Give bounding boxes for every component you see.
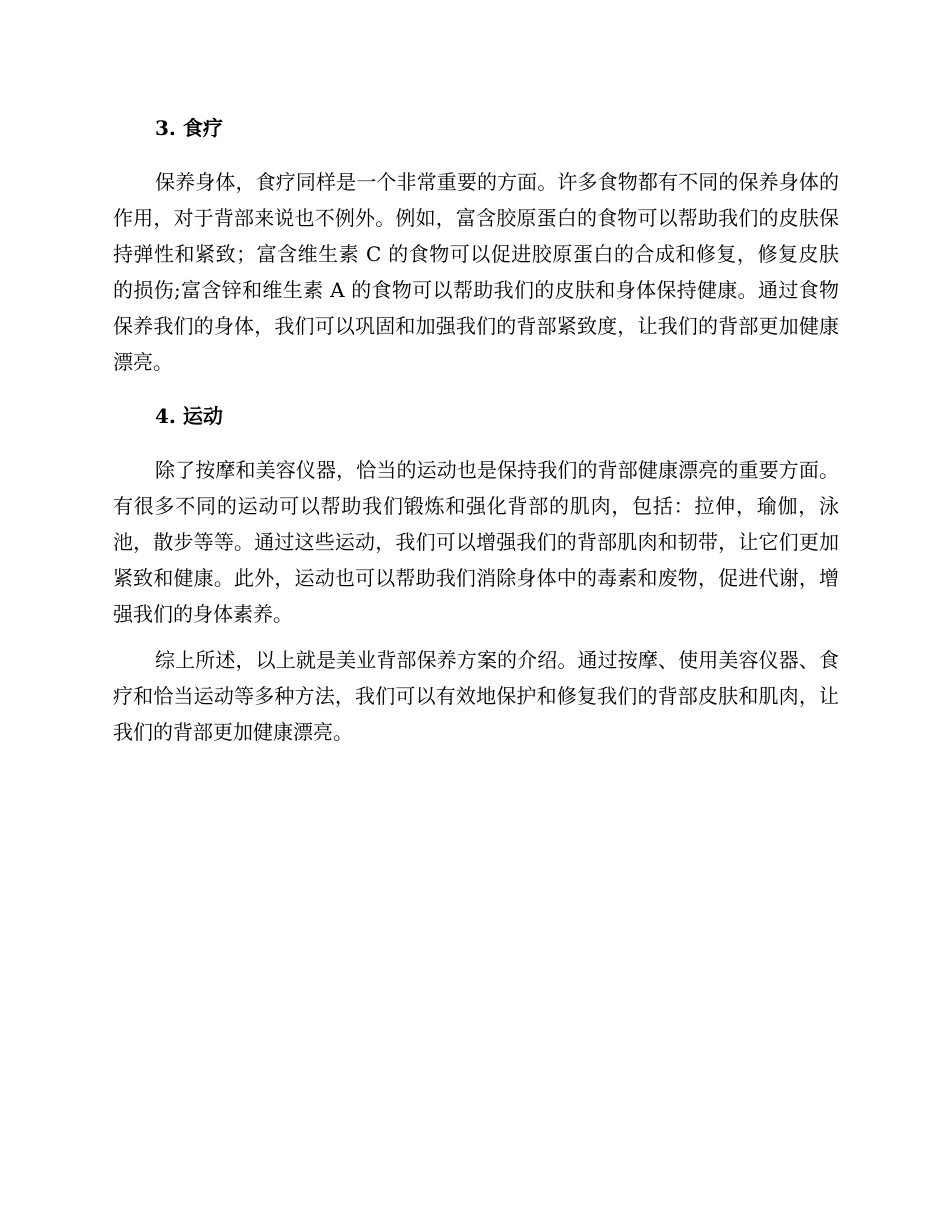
section-heading-exercise: 4. 运动 (155, 404, 223, 428)
paragraph-exercise: 除了按摩和美容仪器，恰当的运动也是保持我们的背部健康漂亮的重要方面。有很多不同的运动可以帮助我们锻炼和强化背部的肌肉，包括：拉伸，瑜伽，泳池，散步等等。通过这些运动，我们可以增强我们的背部肌肉和韧带，让它们更加紧致和健康。此外，运动也可以帮助我们消除身体中的毒素和废物，促进代谢，增强我们的身体素养。 (113, 458, 839, 626)
paragraph-diet: 保养身体，食疗同样是一个非常重要的方面。许多食物都有不同的保养身体的作用，对于背部来说也不例外。例如，富含胶原蛋白的食物可以帮助我们的皮肤保持弹性和紧致；富含维生素 C 的食物可以促进胶原蛋白的合成和修复，修复皮肤的损伤;富含锌和维生素 A 的食物可以帮助我们的皮肤和身体保持健康。通过食物保养我们的身体，我们可以巩固和加强我们的背部紧致度，让我们的背部更加健康漂亮。 (113, 170, 839, 374)
section-heading-diet: 3. 食疗 (155, 116, 223, 140)
document-body (113, 110, 839, 750)
paragraph-conclusion: 综上所述，以上就是美业背部保养方案的介绍。通过按摩、使用美容仪器、食疗和恰当运动等多种方法，我们可以有效地保护和修复我们的背部皮肤和肌肉，让我们的背部更加健康漂亮。 (113, 648, 839, 744)
